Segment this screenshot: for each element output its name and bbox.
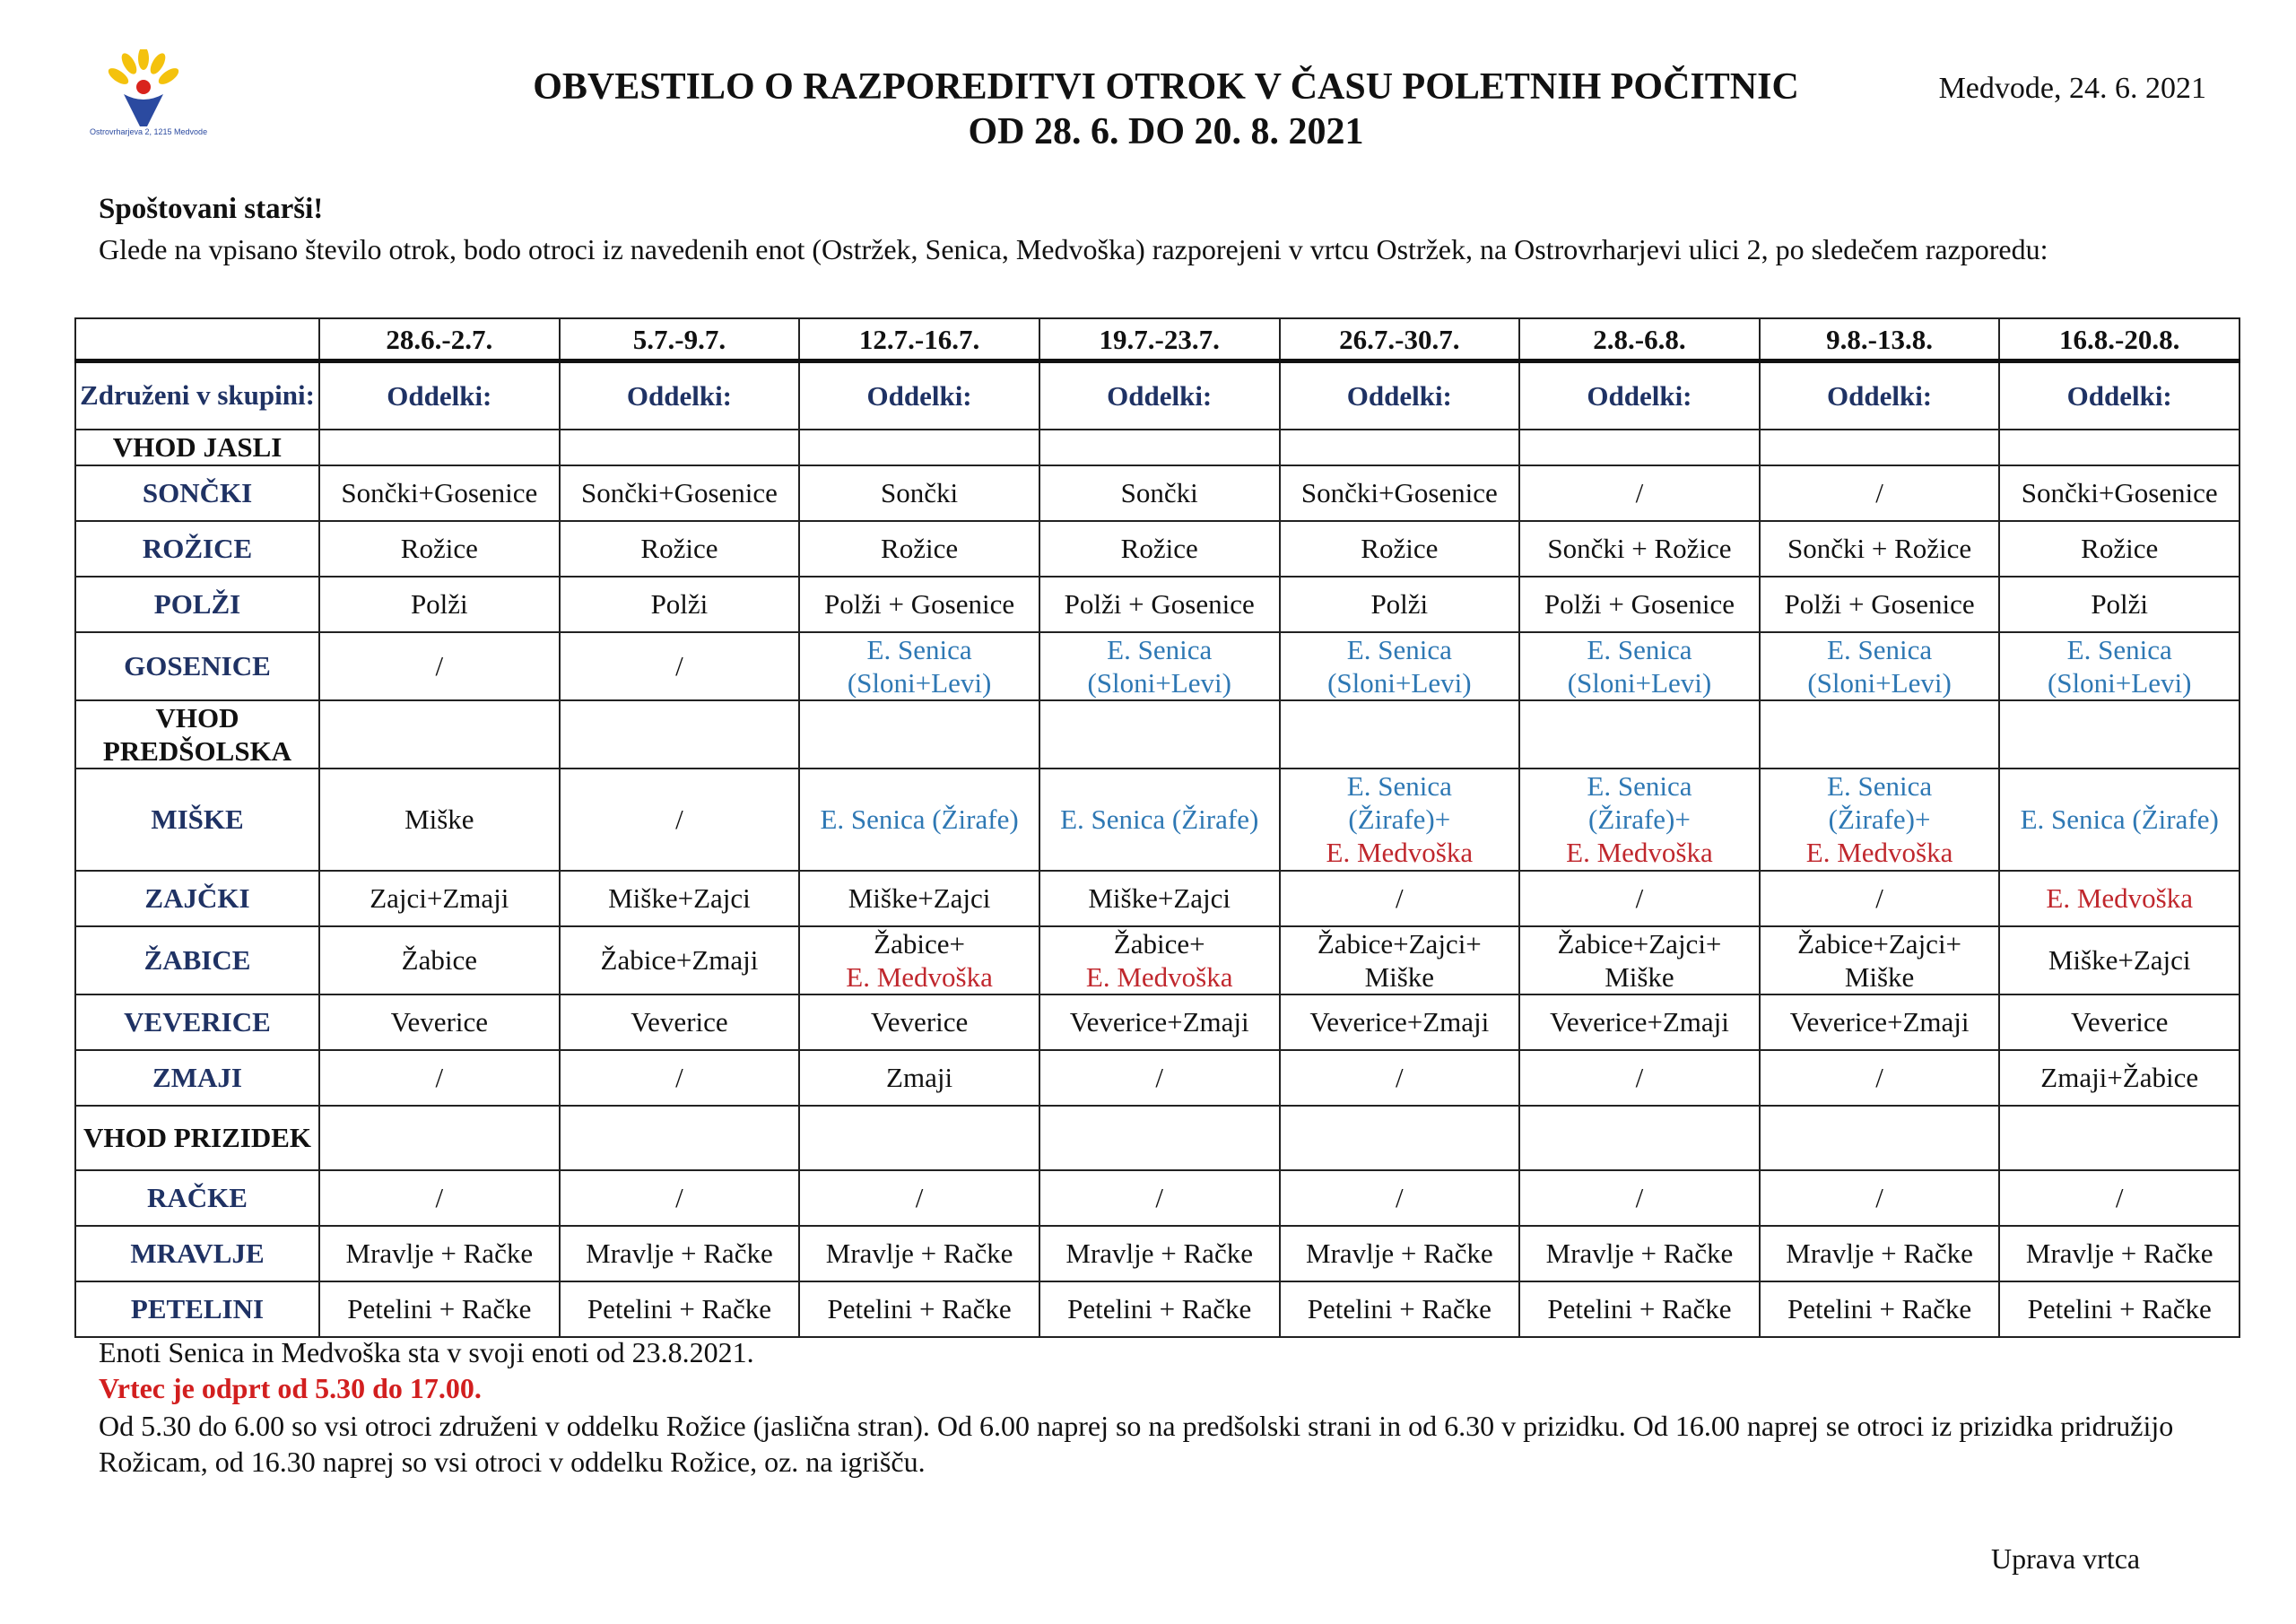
cell-line: / [435,1182,444,1213]
cell-line: Žabice+Zajci+ [1557,927,1722,960]
schedule-cell [319,1106,560,1170]
schedule-cell [1039,1106,1280,1170]
oddelki-cell: Oddelki: [1039,361,1280,430]
group-label: ZAJČKI [75,871,319,926]
page-title [448,65,1883,154]
cell-line: / [435,1062,444,1093]
schedule-cell [319,577,560,632]
schedule-cell [1039,1170,1280,1226]
logo-caption: Ostrovrharjeva 2, 1215 Medvode [90,127,208,136]
schedule-cell [560,577,800,632]
schedule-cell [1519,769,1760,871]
group-label: GOSENICE [75,632,319,700]
cell-line: Mravlje + Račke [1065,1238,1253,1269]
schedule-cell [1760,1050,2000,1106]
title-line-1: OBVESTILO O RAZPOREDITVI OTROK V ČASU POLETNIH POČITNIC [533,66,1799,108]
schedule-cell [560,1106,800,1170]
schedule-cell [1999,430,2239,465]
week-header: 5.7.-9.7. [560,318,800,361]
cell-line: Miške [1844,960,1915,993]
cell-line: Rožice [1120,533,1198,564]
cell-line: Mravlje + Račke [2025,1238,2213,1269]
cell-line: (Sloni+Levi) [1087,666,1231,699]
schedule-cell [799,632,1039,700]
schedule-table [74,317,2240,1338]
schedule-cell [319,926,560,994]
title-line-2: OD 28. 6. DO 20. 8. 2021 [968,111,1364,152]
weeks-header-row [75,318,2239,361]
week-header: 9.8.-13.8. [1760,318,2000,361]
cell-line: / [675,1062,683,1093]
schedule-cell [1280,577,1520,632]
schedule-cell [319,521,560,577]
cell-line: / [1635,1182,1644,1213]
cell-line: Mravlje + Račke [586,1238,773,1269]
footer-details: Od 5.30 do 6.00 so vsi otroci združeni v oddelku Rožice (jaslična stran). Od 6.00 naprej so na predšolski strani in od 6.30 v prizidku. Od 16.00 naprej se otroci iz prizidka pridružijo Rožicam, od 16.30 naprej so vsi otroci v oddelku Rožice, oz. na igrišču. [99,1410,2174,1478]
schedule-cell [1280,871,1520,926]
group-label: ŽABICE [75,926,319,994]
cell-line: Petelini + Račke [347,1293,532,1324]
cell-line: E. Medvoška [1326,837,1474,868]
cell-line: E. Senica (Žirafe) [2020,803,2219,835]
schedule-cell [1760,1226,2000,1281]
entrance-row [75,700,2239,769]
schedule-cell [1039,769,1280,871]
cell-line: Mravlje + Račke [1545,1238,1734,1269]
entrance-label: VHOD PREDŠOLSKA [75,700,319,769]
cell-line: Rožice [2081,533,2159,564]
schedule-cell [1760,430,2000,465]
oddelki-cell: Oddelki: [1999,361,2239,430]
cell-line: / [1396,1062,1404,1093]
schedule-cell [1519,632,1760,700]
schedule-cell [1760,769,2000,871]
cell-line: Petelini + Račke [1307,1293,1492,1324]
cell-line: E. Medvoška [1085,960,1233,993]
schedule-cell [560,700,800,769]
schedule-cell [1280,1170,1520,1226]
oddelki-row [75,361,2239,430]
cell-line: Miške [1605,960,1674,993]
cell-line: / [1875,882,1883,914]
schedule-cell [1039,994,1280,1050]
schedule-cell [1280,769,1520,871]
cell-line: Petelini + Račke [1067,1293,1252,1324]
schedule-cell [1760,926,2000,994]
schedule-cell [1039,926,1280,994]
schedule-cell [1519,871,1760,926]
cell-line: / [1635,882,1644,914]
cell-line: / [915,1182,924,1213]
cell-line: Sončki+Gosenice [2021,477,2218,508]
cell-line: Žabice+ [874,927,965,960]
cell-line: Polži [650,588,709,620]
cell-line: Veverice+Zmaji [1069,1006,1249,1038]
week-header: 19.7.-23.7. [1039,318,1280,361]
schedule-cell [1039,521,1280,577]
cell-line: Petelini + Račke [2027,1293,2212,1324]
schedule-cell [799,577,1039,632]
schedule-cell [1519,994,1760,1050]
schedule-cell [1999,577,2239,632]
schedule-cell [1039,1226,1280,1281]
schedule-cell [1999,632,2239,700]
cell-line: Petelini + Račke [1547,1293,1732,1324]
schedule-cell [1519,1226,1760,1281]
group-row [75,769,2239,871]
schedule-cell [1760,700,2000,769]
group-label: POLŽI [75,577,319,632]
schedule-cell [1280,1226,1520,1281]
cell-line: / [1155,1182,1163,1213]
schedule-cell [319,465,560,521]
schedule-cell [799,871,1039,926]
group-row [75,632,2239,700]
cell-line: (Sloni+Levi) [1807,666,1952,699]
cell-line: Polži [410,588,468,620]
document-date: Medvode, 24. 6. 2021 [1938,72,2206,105]
schedule-cell [1519,700,1760,769]
cell-line: Žabice+Zajci+ [1317,927,1482,960]
cell-line: (Žirafe)+ [1828,803,1931,835]
schedule-cell [1519,465,1760,521]
schedule-cell [1999,926,2239,994]
cell-line: Miške+Zajci [848,882,991,914]
cell-line: E. Senica (Žirafe) [1060,803,1259,835]
schedule-cell [319,769,560,871]
schedule-cell [560,465,800,521]
group-row [75,577,2239,632]
schedule-cell [319,700,560,769]
week-header: 26.7.-30.7. [1280,318,1520,361]
cell-line: E. Senica [1346,633,1452,665]
cell-line: / [1155,1062,1163,1093]
cell-line: E. Medvoška [1805,837,1953,868]
cell-line: / [1875,1182,1883,1213]
schedule-cell [1999,465,2239,521]
cell-line: Sončki + Rožice [1547,533,1732,564]
schedule-cell [560,430,800,465]
group-row [75,465,2239,521]
schedule-cell [1280,926,1520,994]
schedule-cell [319,1050,560,1106]
cell-line: / [675,650,683,682]
schedule-cell [319,1281,560,1337]
opening-hours: Vrtec je odprt od 5.30 do 17.00. [99,1372,482,1404]
group-label: VEVERICE [75,994,319,1050]
group-row [75,926,2239,994]
schedule-cell [560,1226,800,1281]
cell-line: Mravlje + Račke [825,1238,1013,1269]
cell-line: Veverice [870,1006,969,1038]
schedule-cell [1760,994,2000,1050]
schedule-cell [560,871,800,926]
schedule-cell [1280,700,1520,769]
cell-line: Žabice+Zajci+ [1797,927,1962,960]
intro-text: Glede na vpisano število otrok, bodo otroci iz navedenih enot (Ostržek, Senica, Medvoška) razporejeni v vrtcu Ostržek, na Ostrovrharjevi ulici 2, po sledečem razporedu: [99,233,2048,265]
schedule-cell [1519,521,1760,577]
schedule-cell [1519,577,1760,632]
schedule-cell [1519,926,1760,994]
schedule-cell [799,994,1039,1050]
cell-line: Veverice [631,1006,728,1038]
cell-line: Petelini + Račke [827,1293,1012,1324]
cell-line: Miške [1364,960,1435,993]
schedule-cell [1999,1170,2239,1226]
corner-cell [75,318,319,361]
schedule-cell [1760,1106,2000,1170]
schedule-cell [799,1050,1039,1106]
schedule-cell [799,700,1039,769]
cell-line: E. Senica [1587,633,1692,665]
cell-line: (Sloni+Levi) [847,666,992,699]
schedule-cell [1039,430,1280,465]
schedule-cell [799,1170,1039,1226]
cell-line: Sončki [881,477,959,508]
schedule-cell [560,1170,800,1226]
signature: Uprava vrtca [1991,1542,2141,1575]
schedule-cell [1280,521,1520,577]
cell-line: Rožice [881,533,959,564]
entrance-label: VHOD PRIZIDEK [75,1106,319,1170]
cell-line: Polži + Gosenice [1784,588,1975,620]
group-row [75,1226,2239,1281]
schedule-cell [1999,521,2239,577]
schedule-cell [1760,1281,2000,1337]
schedule-cell [319,632,560,700]
schedule-cell [1999,1050,2239,1106]
cell-line: / [435,650,444,682]
cell-line: Veverice [390,1006,489,1038]
cell-line: / [1875,477,1883,508]
group-row [75,1050,2239,1106]
entrance-row [75,430,2239,465]
footer-note: Enoti Senica in Medvoška sta v svoji enoti od 23.8.2021. [99,1336,754,1368]
cell-line: Polži [1370,588,1429,620]
schedule-cell [1519,1050,1760,1106]
oddelki-cell: Oddelki: [560,361,800,430]
schedule-cell [1039,465,1280,521]
cell-line: Miške+Zajci [2048,944,2191,976]
group-label: SONČKI [75,465,319,521]
schedule-cell [319,1226,560,1281]
week-header: 2.8.-6.8. [1519,318,1760,361]
oddelki-cell: Oddelki: [319,361,560,430]
cell-line: Sončki+Gosenice [1300,477,1498,508]
cell-line: Petelini + Račke [587,1293,772,1324]
schedule-cell [560,1050,800,1106]
cell-line: Polži + Gosenice [1064,588,1255,620]
cell-line: (Sloni+Levi) [1327,666,1472,699]
cell-line: Žabice+ [1113,927,1205,960]
entrance-label: VHOD JASLI [75,430,319,465]
cell-line: Veverice+Zmaji [1789,1006,1970,1038]
group-label: ROŽICE [75,521,319,577]
cell-line: Rožice [1361,533,1439,564]
oddelki-cell: Oddelki: [1519,361,1760,430]
schedule-cell [1760,871,2000,926]
schedule-cell [1039,1281,1280,1337]
schedule-cell [319,871,560,926]
schedule-cell [560,926,800,994]
cell-line: Mravlje + Račke [345,1238,534,1269]
cell-line: Veverice+Zmaji [1309,1006,1490,1038]
cell-line: Rožice [400,533,478,564]
schedule-cell [799,1226,1039,1281]
cell-line: Mravlje + Račke [1786,1238,1973,1269]
oddelki-cell: Oddelki: [1760,361,2000,430]
week-header: 28.6.-2.7. [319,318,560,361]
cell-line: (Sloni+Levi) [2047,666,2192,699]
cell-line: Miške+Zajci [608,882,751,914]
group-label: ZMAJI [75,1050,319,1106]
schedule-cell [1999,1281,2239,1337]
schedule-cell [799,1281,1039,1337]
group-label: RAČKE [75,1170,319,1226]
schedule-cell [1039,1050,1280,1106]
cell-line: E. Senica (Žirafe) [820,803,1019,835]
schedule-cell [1760,632,2000,700]
group-row [75,871,2239,926]
cell-line: E. Senica [2066,633,2172,665]
cell-line: Zmaji+Žabice [2040,1062,2199,1093]
schedule-cell [799,465,1039,521]
schedule-cell [1999,1106,2239,1170]
schedule-cell [560,1281,800,1337]
schedule-cell [799,926,1039,994]
schedule-cell [1039,700,1280,769]
cell-line: Sončki + Rožice [1787,533,1972,564]
schedule-cell [560,632,800,700]
schedule-cell [1999,769,2239,871]
cell-line: Veverice+Zmaji [1549,1006,1729,1038]
cell-line: / [1875,1062,1883,1093]
oddelki-cell: Oddelki: [1280,361,1520,430]
group-row [75,521,2239,577]
schedule-cell [1280,994,1520,1050]
schedule-cell [1760,1170,2000,1226]
cell-line: E. Senica [866,633,972,665]
schedule-cell [1760,577,2000,632]
cell-line: Zmaji [886,1062,953,1093]
group-label: MIŠKE [75,769,319,871]
cell-line: E. Senica [1827,633,1933,665]
schedule-cell [1519,1281,1760,1337]
cell-line: (Žirafe)+ [1588,803,1691,835]
week-header: 16.8.-20.8. [1999,318,2239,361]
schedule-cell [319,430,560,465]
schedule-cell [560,994,800,1050]
schedule-cell [1280,430,1520,465]
schedule-cell [1519,1170,1760,1226]
schedule-cell [560,521,800,577]
schedule-cell [1280,1106,1520,1170]
cell-line: E. Medvoška [1566,837,1713,868]
schedule-cell [1999,871,2239,926]
cell-line: Rožice [640,533,718,564]
schedule-cell [1039,577,1280,632]
sun-figure-icon [81,49,233,130]
group-row [75,1170,2239,1226]
schedule-cell [1999,700,2239,769]
schedule-cell [799,1106,1039,1170]
cell-line: / [1396,882,1404,914]
schedule-cell [1999,994,2239,1050]
cell-line: / [675,803,683,835]
cell-line: Miške [404,803,474,835]
cell-line: Žabice [401,944,477,976]
cell-line: / [675,1182,683,1213]
cell-line: Polži [2091,588,2149,620]
schedule-cell [1039,632,1280,700]
cell-line: / [1396,1182,1404,1213]
cell-line: Zajci+Zmaji [370,882,509,914]
schedule-cell [799,430,1039,465]
cell-line: Polži + Gosenice [1544,588,1735,620]
cell-line: (Žirafe)+ [1348,803,1451,835]
schedule-cell [560,769,800,871]
cell-line: E. Senica [1107,633,1213,665]
schedule-cell [1519,1106,1760,1170]
schedule-cell [1999,1226,2239,1281]
cell-line: Sončki+Gosenice [580,477,778,508]
cell-line: Petelini + Račke [1787,1293,1972,1324]
schedule-cell [1280,632,1520,700]
schedule-cell [319,994,560,1050]
cell-line: Polži + Gosenice [824,588,1015,620]
schedule-cell [1280,1050,1520,1106]
group-label: MRAVLJE [75,1226,319,1281]
cell-line: E. Senica [1827,770,1933,802]
schedule-cell [1280,1281,1520,1337]
cell-line: Sončki [1120,477,1198,508]
schedule-cell [319,1170,560,1226]
oddelki-cell: Oddelki: [799,361,1039,430]
cell-line: Mravlje + Račke [1306,1238,1493,1269]
group-label: PETELINI [75,1281,319,1337]
cell-line: / [1635,477,1644,508]
schedule-cell [1280,465,1520,521]
cell-line: E. Medvoška [846,960,993,993]
entrance-row [75,1106,2239,1170]
group-row [75,994,2239,1050]
group-header-cell: Združeni v skupini: [75,361,319,430]
cell-line: Žabice+Zmaji [600,944,759,976]
cell-line: E. Medvoška [2046,882,2193,914]
cell-line: E. Senica [1346,770,1452,802]
cell-line: / [2115,1182,2124,1213]
cell-line: E. Senica [1587,770,1692,802]
cell-line: (Sloni+Levi) [1567,666,1712,699]
schedule-cell [1760,521,2000,577]
week-header: 12.7.-16.7. [799,318,1039,361]
schedule-cell [799,769,1039,871]
group-row [75,1281,2239,1337]
greeting: Spoštovani starši! [99,193,324,225]
schedule-cell [1039,871,1280,926]
cell-line: / [1635,1062,1644,1093]
cell-line: Veverice [2070,1006,2169,1038]
schedule-cell [1519,430,1760,465]
schedule-cell [1760,465,2000,521]
cell-line: Sončki+Gosenice [341,477,538,508]
cell-line: Miške+Zajci [1088,882,1231,914]
schedule-cell [799,521,1039,577]
